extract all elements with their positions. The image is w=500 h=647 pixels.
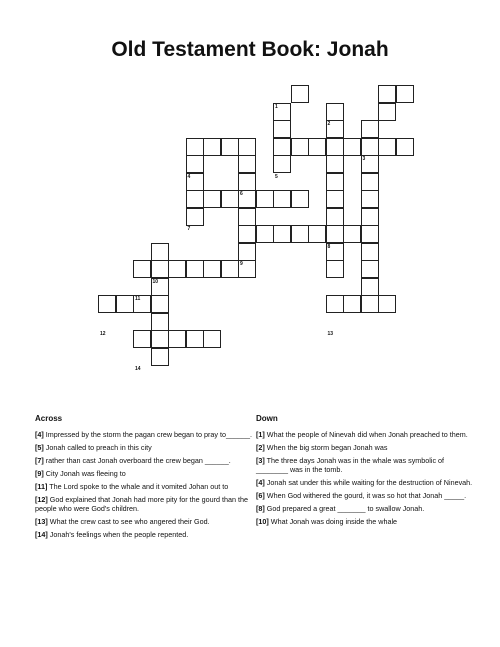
clue-number: 9 — [240, 261, 243, 267]
clue-text: Impressed by the storm the pagan crew began to pray to______. — [43, 430, 252, 439]
grid-cell[interactable] — [221, 190, 239, 208]
grid-cell[interactable] — [273, 225, 291, 243]
grid-cell[interactable] — [361, 278, 379, 296]
grid-cell[interactable] — [186, 208, 204, 226]
grid-cell[interactable] — [326, 155, 344, 173]
clue-label: [14] — [35, 530, 48, 539]
clue-text: When the big storm began Jonah was — [264, 443, 388, 452]
clue-text: The Lord spoke to the whale and it vomited Johan out to — [47, 482, 229, 491]
clue-number: 10 — [152, 278, 159, 285]
grid-cell[interactable] — [308, 225, 326, 243]
grid-cell[interactable] — [221, 138, 239, 156]
clue-label: [12] — [35, 495, 48, 504]
grid-cell[interactable] — [361, 225, 379, 243]
grid-cell[interactable] — [361, 243, 379, 261]
grid-cell[interactable] — [361, 295, 379, 313]
grid-cell[interactable] — [326, 225, 344, 243]
clue-text: Jonah sat under this while waiting for the destruction of Ninevah. — [264, 478, 473, 487]
across-clue — [35, 530, 260, 539]
clue-label: [7] — [35, 456, 44, 465]
clue-label: [3] — [256, 456, 265, 465]
down-clue — [256, 517, 481, 526]
grid-cell[interactable] — [221, 260, 239, 278]
grid-cell[interactable] — [361, 138, 379, 156]
grid-cell[interactable] — [308, 138, 326, 156]
across-clue-list — [35, 430, 260, 539]
grid-cell[interactable] — [273, 155, 291, 173]
down-clue — [256, 456, 481, 474]
clue-text: What the people of Ninevah did when Jonah preached to them. — [264, 430, 468, 439]
grid-cell[interactable] — [186, 190, 204, 208]
grid-cell[interactable] — [203, 190, 221, 208]
clue-label: [4] — [35, 430, 44, 439]
clue-label: [2] — [256, 443, 265, 452]
grid-cell[interactable] — [151, 313, 169, 331]
grid-cell[interactable] — [343, 295, 361, 313]
clue-number: 4 — [187, 173, 191, 180]
clue-label: [4] — [256, 478, 265, 487]
grid-cell[interactable] — [326, 295, 344, 313]
clue-number: 2 — [327, 121, 331, 127]
clue-text: What the crew cast to see who angered their God. — [47, 517, 210, 526]
clue-number: 13 — [327, 331, 334, 337]
clue-label: [6] — [256, 491, 265, 500]
clue-number: 12 — [100, 331, 106, 337]
clue-label: [1] — [256, 430, 265, 439]
grid-cell[interactable] — [378, 138, 396, 156]
clue-number: 3 — [362, 156, 366, 162]
across-heading: Across — [35, 414, 63, 423]
across-clue — [35, 495, 260, 513]
grid-cell[interactable] — [133, 260, 151, 278]
grid-cell[interactable] — [238, 155, 256, 173]
grid-cell[interactable] — [378, 295, 396, 313]
grid-cell[interactable] — [326, 103, 344, 121]
clue-text: rather than cast Jonah overboard the crew began ______. — [43, 456, 231, 465]
clue-number: 5 — [275, 173, 278, 180]
clue-number: 8 — [327, 243, 331, 250]
grid-cell[interactable] — [238, 173, 256, 191]
down-clue — [256, 491, 481, 500]
across-clue — [35, 456, 260, 465]
grid-cell[interactable] — [168, 260, 186, 278]
grid-cell[interactable] — [151, 330, 169, 348]
clue-label: [8] — [256, 504, 265, 513]
down-heading: Down — [256, 414, 278, 423]
across-clue — [35, 430, 260, 439]
grid-cell[interactable] — [203, 330, 221, 348]
grid-cell[interactable] — [238, 138, 256, 156]
clue-label: [10] — [256, 517, 269, 526]
grid-cell[interactable] — [326, 173, 344, 191]
down-clue — [256, 430, 481, 439]
clue-number: 1 — [275, 103, 278, 110]
clue-label: [11] — [35, 482, 48, 491]
grid-cell[interactable] — [273, 138, 291, 156]
grid-cell[interactable] — [343, 225, 361, 243]
grid-cell[interactable] — [186, 260, 204, 278]
clue-text: God explained that Jonah had more pity for the gourd than the people who were God's children. — [35, 495, 248, 513]
grid-cell[interactable] — [361, 208, 379, 226]
grid-cell[interactable] — [326, 208, 344, 226]
across-clue — [35, 517, 260, 526]
grid-cell[interactable] — [98, 295, 116, 313]
clue-text: Jonah called to preach in this city — [43, 443, 152, 452]
grid-cell[interactable] — [378, 85, 396, 103]
grid-cell[interactable] — [291, 190, 309, 208]
grid-cell[interactable] — [238, 243, 256, 261]
clue-text: Jonah's feelings when the people repented. — [47, 530, 189, 539]
grid-cell[interactable] — [238, 208, 256, 226]
grid-cell[interactable] — [291, 225, 309, 243]
across-clue — [35, 469, 260, 478]
clue-label: [13] — [35, 517, 48, 526]
clue-number: 6 — [240, 191, 243, 197]
grid-cell[interactable] — [291, 85, 309, 103]
grid-cell[interactable] — [378, 103, 396, 121]
clue-number: 7 — [187, 226, 191, 232]
clue-text: God prepared a great _______ to swallow Jonah. — [264, 504, 425, 513]
clue-number: 11 — [135, 296, 141, 302]
clue-label: [9] — [35, 469, 44, 478]
grid-cell[interactable] — [151, 260, 169, 278]
grid-cell[interactable] — [151, 295, 169, 313]
grid-cell[interactable] — [273, 120, 291, 138]
grid-cell[interactable] — [343, 138, 361, 156]
grid-cell[interactable] — [238, 225, 256, 243]
across-clues — [35, 414, 260, 543]
down-clue — [256, 478, 481, 487]
grid-cell[interactable] — [326, 138, 344, 156]
clue-text: What Jonah was doing inside the whale — [268, 517, 398, 526]
grid-cell[interactable] — [361, 173, 379, 191]
grid-cell[interactable] — [396, 138, 414, 156]
grid-cell[interactable] — [186, 330, 204, 348]
grid-cell[interactable] — [186, 155, 204, 173]
grid-cell[interactable] — [203, 138, 221, 156]
grid-cell[interactable] — [256, 190, 274, 208]
grid-cell[interactable] — [168, 330, 186, 348]
clue-number: 14 — [135, 366, 141, 372]
down-clue-list — [256, 430, 481, 526]
down-clues — [256, 414, 481, 530]
grid-cell[interactable] — [133, 330, 151, 348]
grid-cell[interactable] — [326, 190, 344, 208]
grid-cell[interactable] — [326, 260, 344, 278]
grid-cell[interactable] — [186, 138, 204, 156]
grid-cell[interactable] — [273, 190, 291, 208]
grid-cell[interactable] — [361, 120, 379, 138]
across-clue — [35, 443, 260, 452]
grid-cell[interactable] — [396, 85, 414, 103]
grid-cell[interactable] — [361, 190, 379, 208]
grid-cell[interactable] — [291, 138, 309, 156]
puzzle-title: Old Testament Book: Jonah — [111, 38, 389, 61]
clue-text: When God withered the gourd, it was so hot that Jonah _____. — [264, 491, 467, 500]
clue-text: The three days Jonah was in the whale was symbolic of ________ was in the tomb. — [256, 456, 445, 474]
grid-cell[interactable] — [116, 295, 134, 313]
grid-cell[interactable] — [151, 243, 169, 261]
grid-cell[interactable] — [256, 225, 274, 243]
clue-label: [5] — [35, 443, 44, 452]
down-clue — [256, 443, 481, 452]
clue-text: City Jonah was fleeing to — [43, 469, 126, 478]
down-clue — [256, 504, 481, 513]
grid-cell[interactable] — [151, 348, 169, 366]
grid-cell[interactable] — [203, 260, 221, 278]
grid-cell[interactable] — [361, 260, 379, 278]
across-clue — [35, 482, 260, 491]
